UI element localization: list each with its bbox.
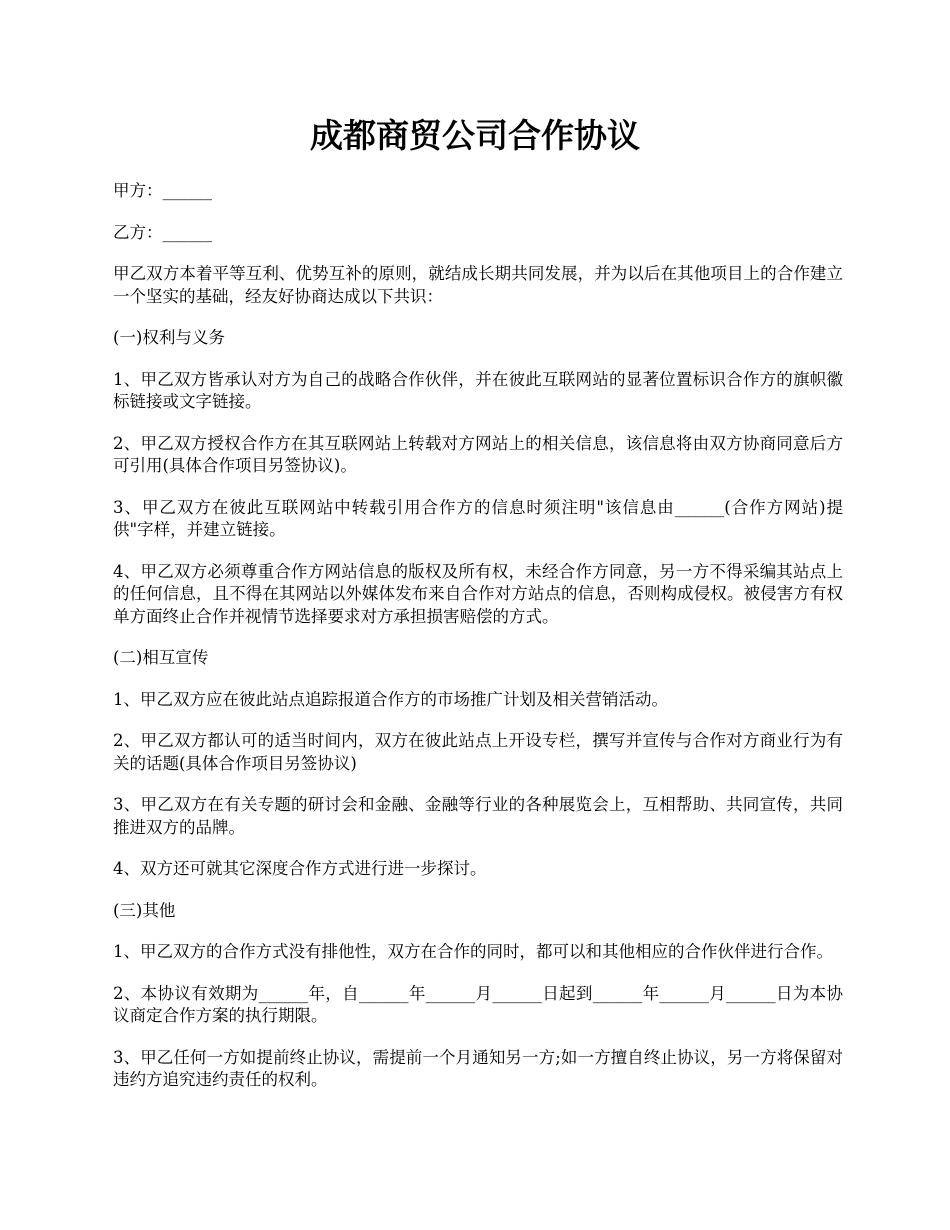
section-heading-other: (三)其他 <box>113 900 176 920</box>
section-heading-rights: (一)权利与义务 <box>113 328 225 347</box>
preamble-paragraph: 甲乙双方本着平等互利、优势互补的原则，就结成长期共同发展，并为以后在其他项目上的合作建立一个坚实的基础，经友好协商达成以下共识： <box>113 264 843 306</box>
clause-3-3: 3、甲乙任何一方如提前终止协议，需提前一个月通知另一方;如一方擅自终止协议，另一方将保留对违约方追究违约责任的权利。 <box>113 1047 843 1089</box>
clause-2-2: 2、甲乙双方都认可的适当时间内，双方在彼此站点上开设专栏，撰写并宣传与合作对方商业行为有关的话题(具体合作项目另签协议) <box>113 731 843 773</box>
clause-2-4: 4、双方还可就其它深度合作方式进行进一步探讨。 <box>113 859 487 878</box>
party-b-line: 乙方：______ <box>113 222 212 242</box>
section-heading-promotion: (二)相互宣传 <box>113 648 209 667</box>
clause-3-1: 1、甲乙双方的合作方式没有排他性，双方在合作的同时，都可以和其他相应的合作伙伴进行合作。 <box>113 942 833 961</box>
clause-1-4: 4、甲乙双方必须尊重合作方网站信息的版权及所有权，未经合作方同意，另一方不得采编其站点上的任何信息，且不得在其网站以外媒体发布来自合作对方站点的信息，否则构成侵权。被侵害方有权单方面终止合作并视情节选择要求对方承担损害赔偿的方式。 <box>113 561 843 626</box>
clause-3-2: 2、本协议有效期为______年，自______年______月______日起到______年______月______日为本协议商定合作方案的执行期限。 <box>113 983 843 1025</box>
clause-2-3: 3、甲乙双方在有关专题的研讨会和金融、金融等行业的各种展览会上，互相帮助、共同宣传，共同推进双方的品牌。 <box>113 795 843 837</box>
clause-2-1: 1、甲乙双方应在彼此站点追踪报道合作方的市场推广计划及相关营销活动。 <box>113 689 668 709</box>
clause-1-2: 2、甲乙双方授权合作方在其互联网站上转载对方网站上的相关信息，该信息将由双方协商同意后方可引用(具体合作项目另签协议)。 <box>113 433 843 475</box>
document-title: 成都商贸公司合作协议 <box>310 116 640 155</box>
clause-1-3: 3、甲乙双方在彼此互联网站中转载引用合作方的信息时须注明"该信息由______(合作方网站)提供"字样，并建立链接。 <box>113 497 843 539</box>
document-body <box>113 180 843 1111</box>
party-a-line: 甲方：______ <box>113 181 212 200</box>
clause-1-1: 1、甲乙双方皆承认对方为自己的战略合作伙伴，并在彼此互联网站的显著位置标识合作方的旗帜徽标链接或文字链接。 <box>113 369 843 411</box>
